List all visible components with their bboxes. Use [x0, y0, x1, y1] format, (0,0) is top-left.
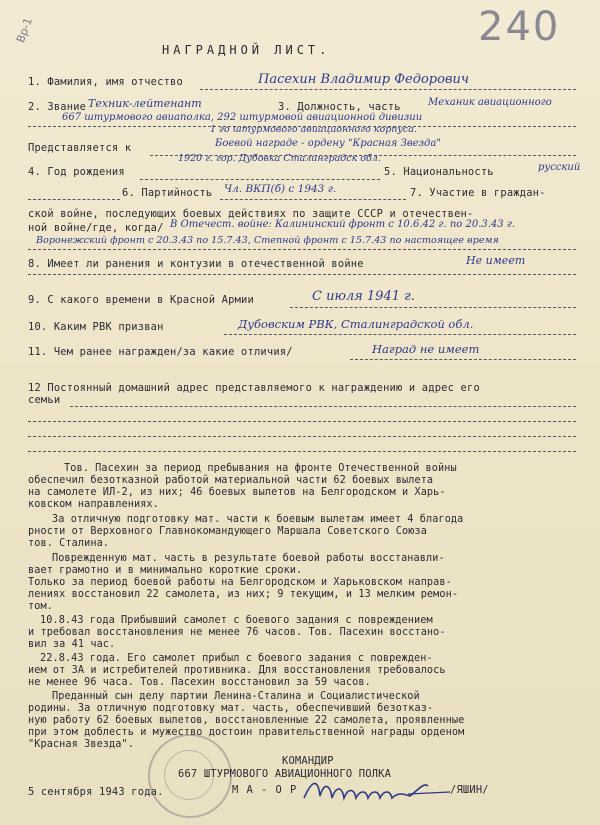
field-5-value: русский [538, 162, 581, 173]
field-12-label-2: семьи [28, 394, 61, 406]
narrative-line: ную работу 62 боевых вылетов, восстановленные 22 самолета, проявленные [28, 715, 465, 726]
field-12-label-1: 12 Постоянный домашний адрес представляемого к награждению и адрес его [28, 382, 480, 394]
field-7-line [28, 249, 576, 250]
birth-year-value: 1920 г. гор. Дубовка Сталинградск обл. [178, 153, 381, 164]
narrative-line: лениях восстановил 22 самолета, из них; 9 текущим, и 13 мелким ремон- [28, 589, 459, 600]
rank-line: М А - О Р [232, 784, 298, 796]
field-11-label: 11. Чем ранее награжден/за какие отличия/ [28, 346, 293, 358]
field-4-line [140, 179, 380, 180]
field-12-line-1 [70, 406, 576, 407]
field-11-value: Наград не имеет [372, 342, 480, 356]
field-9-line [290, 307, 576, 308]
field-7-continuation-1: ской войне, последующих боевых действиях по защите СССР и отечествен- [28, 208, 474, 220]
field-7-continuation-2: ной войне/где, когда/ [28, 222, 164, 234]
field-11-line [350, 359, 576, 360]
narrative-line: том. [28, 601, 53, 612]
field-2-label: 2. Звание [28, 101, 87, 113]
narrative-line: ковском направлениях. [28, 499, 159, 510]
field-1-value: Пасехин Владимир Федорович [258, 72, 469, 87]
narrative-line: не менее 96 часа. Тов. Пасехин восстановил за 59 часов. [28, 677, 371, 688]
field-7-value-1: В Отечест. войне: Калининский фронт с 10.6.42 г. по 20.3.43 г. [170, 219, 516, 230]
field-12-line-2 [28, 421, 576, 422]
narrative-line: "Красная Звезда". [28, 739, 134, 750]
commander-name: /ЯШИН/ [450, 784, 489, 796]
field-6-value: Чл. ВКП(б) с 1943 г. [224, 183, 337, 195]
field-1-line [200, 89, 576, 90]
commander-title: КОМАНДИР [282, 755, 334, 767]
narrative-line: и требовал восстановления не менее 76 часов. Тов. Пасехин восстано- [28, 627, 446, 638]
field-4-label: 4. Год рождения [28, 166, 125, 178]
narrative-line: обеспечил безотказной работой материальной части 62 боевых вылета [28, 475, 434, 486]
narrative-line: 10.8.43 года Прибывший самолет с боевого задания с повреждением [40, 615, 433, 626]
field-2-value: Техник-лейтенант [88, 97, 202, 110]
present-label: Представляется к [28, 142, 132, 154]
narrative-line: вил за 41 час. [28, 639, 116, 650]
field-10-line [224, 334, 576, 335]
field-8-line [28, 274, 576, 275]
field-3-value-3: 1 го штурмового авиационного корпуса. [210, 124, 417, 135]
archive-number: 240 [478, 4, 561, 50]
field-10-label: 10. Каким РВК призван [28, 321, 164, 333]
field-6-line [220, 199, 406, 200]
signature-date: 5 сентября 1943 года. [28, 786, 164, 798]
margin-note: Вр-1 [14, 16, 35, 45]
narrative-line: Поврежденную мат. часть в результате боевой работы восстанавли- [52, 553, 445, 564]
field-3-value-2: 667 штурмового авиаполка, 292 штурмовой авиационной дивизии [62, 112, 423, 123]
field-12-line-3 [28, 436, 576, 437]
narrative-line: Тов. Пасехин за период пребывания на фронте Отечественной войны [64, 463, 457, 474]
field-8-value: Не имеет [466, 254, 526, 267]
field-12-line-4 [28, 451, 576, 452]
narrative-line: вает грамотно и в минимально короткие сроки. [28, 565, 303, 576]
narrative-line: рности от Верховного Главнокомандующего Маршала Советского Союза [28, 526, 427, 537]
narrative-line: ием от ЗА и истребителей противника. Для восстановления требовалось [28, 665, 446, 676]
present-value: Боевой награде - ордену "Красная Звезда" [215, 138, 441, 149]
field-6-leader [28, 199, 120, 200]
field-5-label: 5. Национальность [384, 166, 494, 178]
field-7-value-2: Воронежский фронт с 20.3.43 по 15.7.43, Степной фронт с 15.7.43 по настоящее время [36, 235, 499, 246]
document-title: НАГРАДНОЙ ЛИСТ. [162, 43, 331, 57]
field-10-value: Дубовским РВК, Сталинградской обл. [238, 317, 474, 331]
narrative-line: За отличную подготовку мат. части к боевым вылетам имеет 4 благода [52, 514, 464, 525]
narrative-line: Преданный сын делу партии Ленина-Сталина и Социалистической [52, 691, 420, 702]
signature-scribble [300, 772, 460, 806]
field-9-value: С июля 1941 г. [312, 289, 415, 304]
field-3-label: 3. Должность, часть [278, 101, 401, 113]
narrative-line: на самолете ИЛ-2, из них; 46 боевых вылетов на Белгородском и Харь- [28, 487, 446, 498]
narrative-line: родины. За отличную подготовку мат. часть, обеспечивший безотказ- [28, 703, 434, 714]
field-6-label: 6. Партийность [122, 187, 213, 199]
narrative-line: 22.8.43 года. Его самолет прибыл с боевого задания с поврежден- [40, 653, 433, 664]
field-3-value-1: Механик авиационного [428, 97, 552, 108]
field-9-label: 9. С какого времени в Красной Армии [28, 294, 254, 306]
regiment-name: 667 ШТУРМОВОГО АВИАЦИОННОГО ПОЛКА [178, 768, 392, 780]
field-1-label: 1. Фамилия, имя отчество [28, 76, 183, 88]
narrative-line: Только за период боевой работы на Белгородском и Харьковском направ- [28, 577, 452, 588]
field-8-label: 8. Имеет ли ранения и контузии в отечественной войне [28, 258, 364, 270]
narrative-line: при этом доблесть и мужество достоин правительственной награды орденом [28, 727, 465, 738]
field-7-label: 7. Участие в граждан- [410, 187, 546, 199]
narrative-line: тов. Сталина. [28, 538, 110, 549]
